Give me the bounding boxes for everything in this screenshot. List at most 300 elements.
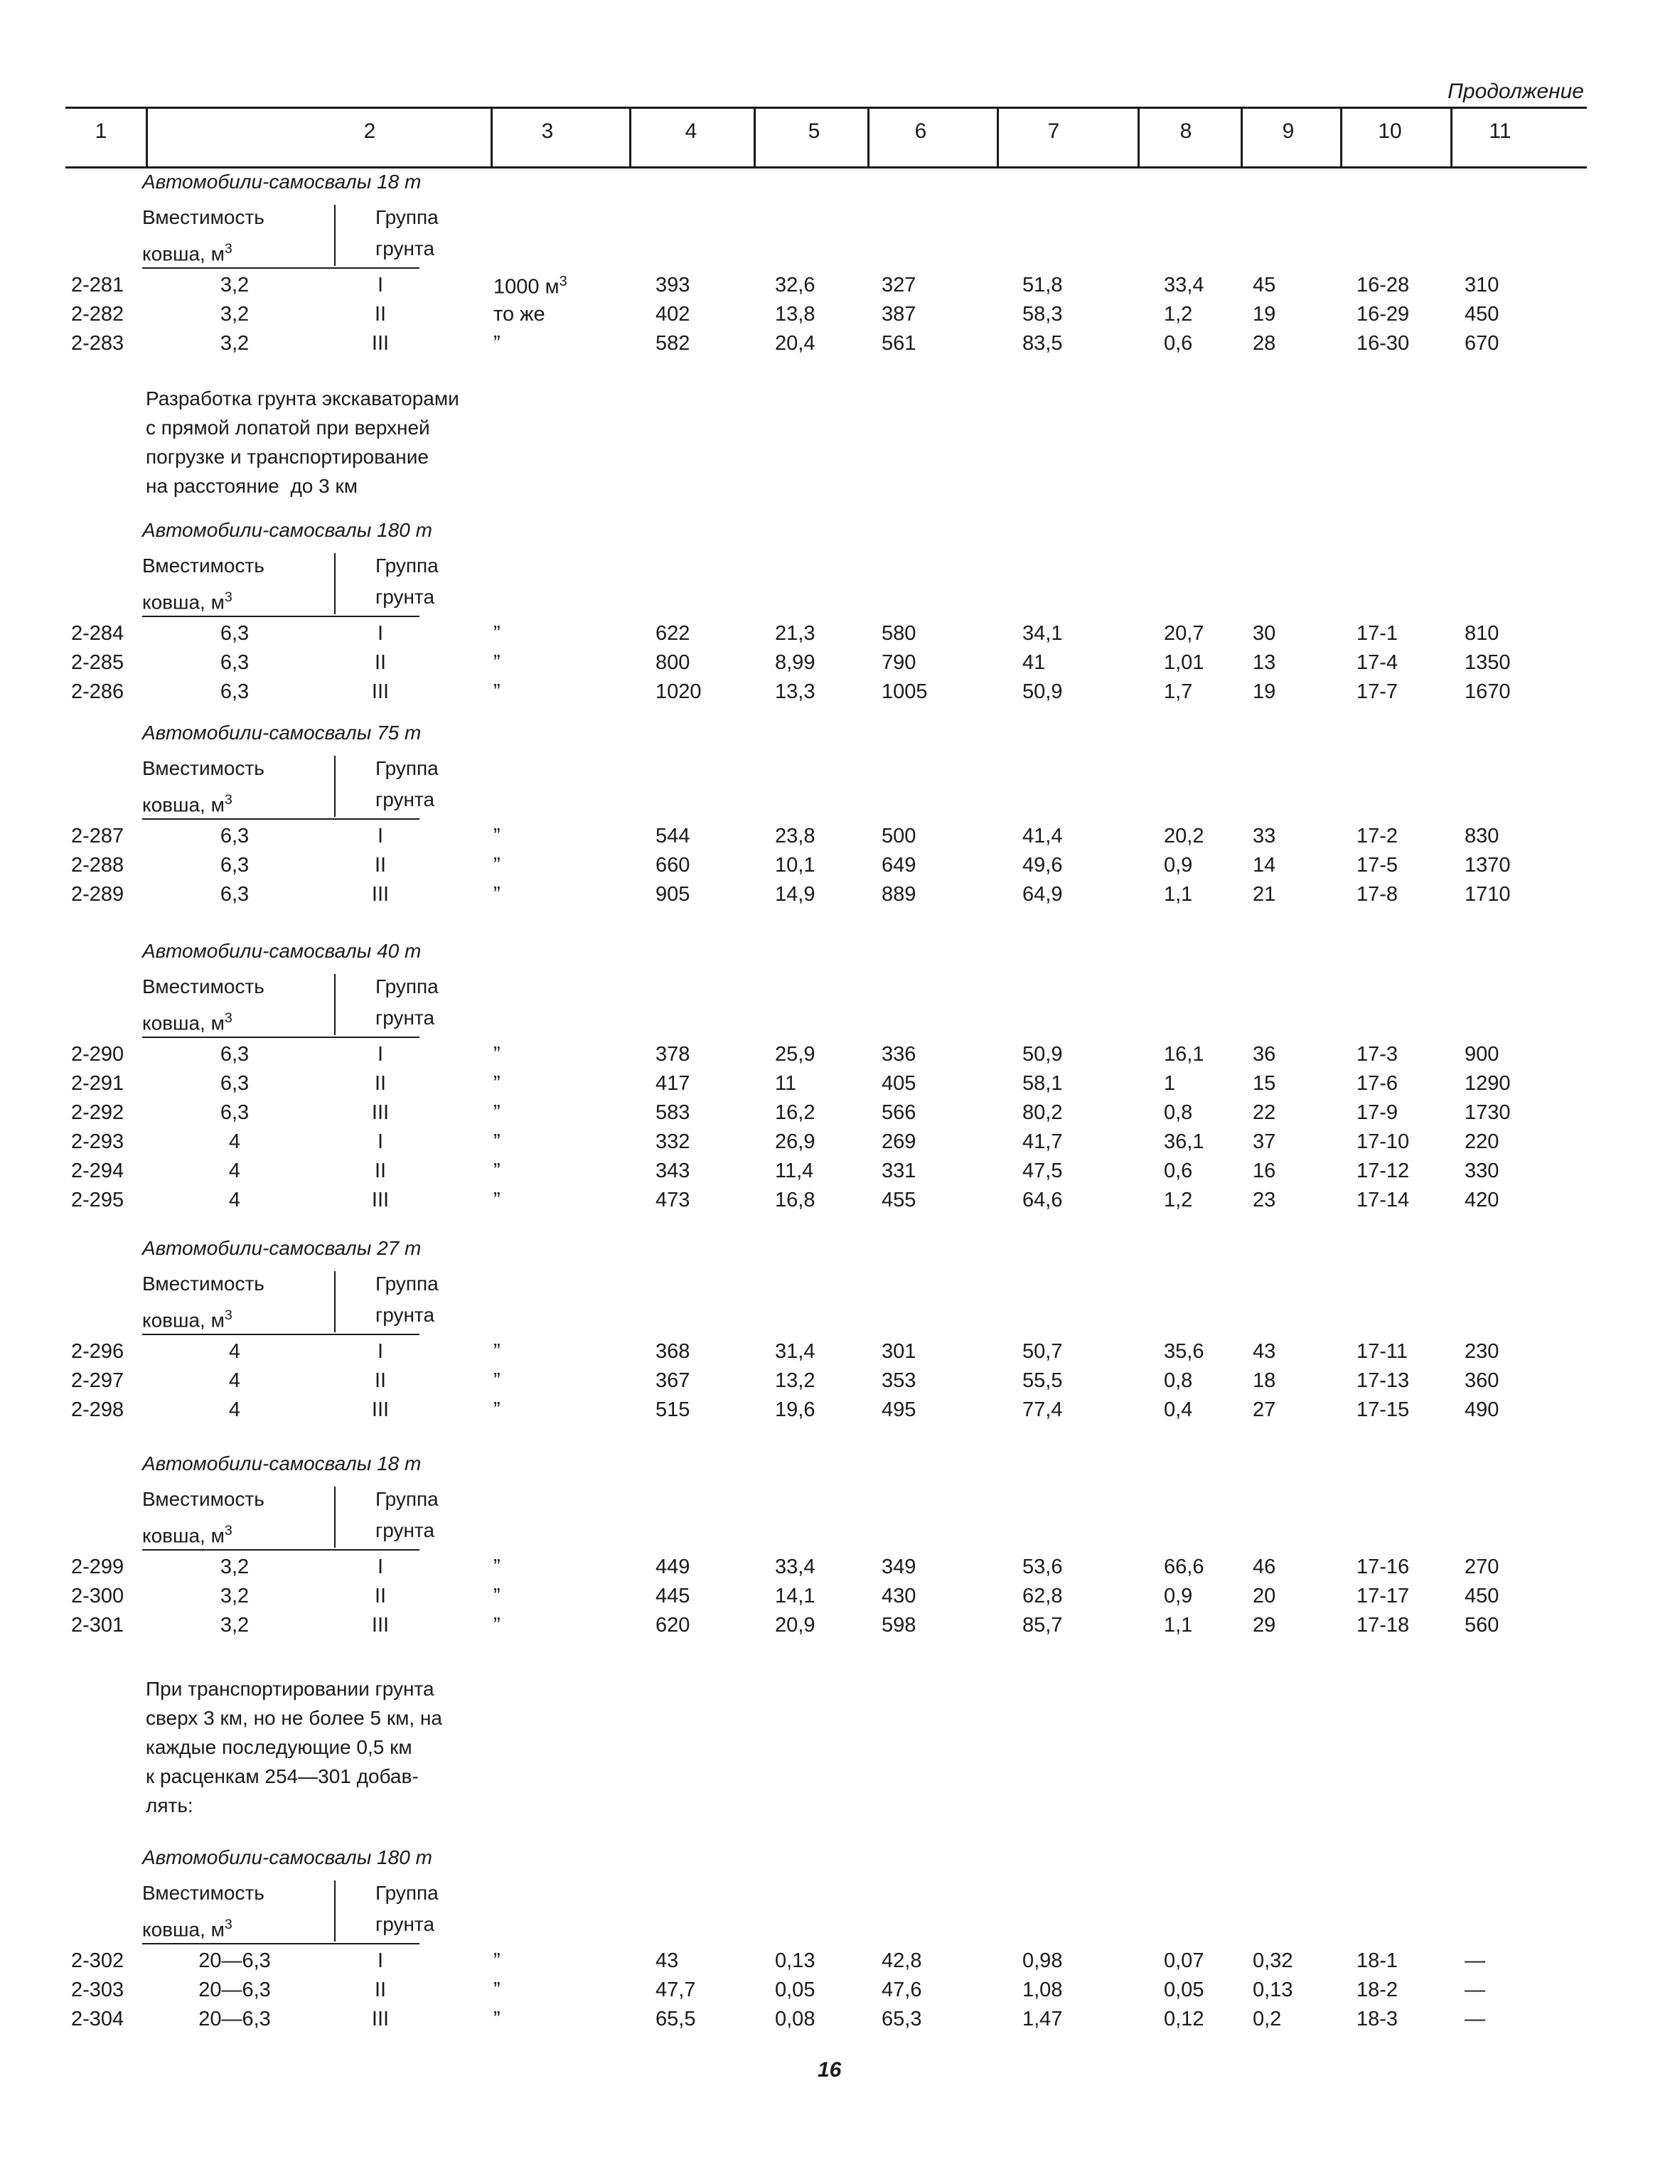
cell-c5: 19,6 <box>775 1398 815 1421</box>
header-divider <box>1450 107 1452 166</box>
table-row <box>0 1072 1680 1101</box>
cell-c5: 16,2 <box>775 1101 815 1124</box>
cell-c9: 23 <box>1253 1189 1276 1211</box>
cell-c4: 393 <box>656 274 690 296</box>
cell-c7: 41 <box>1022 651 1046 674</box>
cell-c7: 83,5 <box>1022 332 1063 355</box>
table-row <box>0 1369 1680 1398</box>
cell-c7: 47,5 <box>1022 1160 1063 1182</box>
cell-unit: ” <box>493 1101 501 1124</box>
cell-c11: 1730 <box>1465 1101 1511 1124</box>
cell-c6: 455 <box>882 1189 916 1211</box>
cell-code: 2-284 <box>71 622 124 645</box>
cell-c10: 18-3 <box>1357 2008 1398 2030</box>
cell-c9: 15 <box>1253 1072 1276 1095</box>
cell-code: 2-288 <box>71 854 124 877</box>
cell-c6: 331 <box>882 1160 916 1182</box>
cell-c9: 19 <box>1253 680 1276 703</box>
bucket-soil-subheader <box>142 550 498 619</box>
cell-c8: 0,9 <box>1164 854 1193 877</box>
cell-c6: 580 <box>882 622 916 645</box>
cell-c9: 14 <box>1253 854 1276 877</box>
bucket-capacity-label: Вместимость ковша, $м^3$ <box>142 1273 264 1332</box>
cell-unit: ” <box>493 1369 501 1392</box>
soil-group-label: Группа грунта <box>375 1273 439 1326</box>
cell-c5: 20,9 <box>775 1614 815 1637</box>
group-title: Автомобили-самосвалы 18 т <box>142 1452 422 1474</box>
cell-bucket: 6,3 <box>220 1043 250 1066</box>
cell-c6: 561 <box>882 332 916 355</box>
cell-soil: I <box>377 825 384 847</box>
cell-soil: II <box>374 1979 387 2001</box>
cell-c6: 65,3 <box>882 2008 922 2030</box>
header-divider <box>491 107 493 166</box>
cell-c6: 566 <box>882 1101 916 1124</box>
cell-c10: 18-1 <box>1357 1949 1398 1972</box>
header-divider <box>146 107 148 166</box>
cell-c9: 37 <box>1253 1130 1276 1153</box>
cell-c11: 1350 <box>1465 651 1511 674</box>
cell-c8: 0,4 <box>1164 1398 1193 1421</box>
subheader-underline <box>142 616 419 617</box>
cell-c5: 16,8 <box>775 1189 815 1211</box>
column-header-2: 2 <box>363 119 376 143</box>
continuation-label: Продолжение <box>1448 80 1584 103</box>
cell-c10: 17-13 <box>1357 1369 1410 1392</box>
cell-soil: I <box>377 1949 384 1972</box>
cell-bucket: 3,2 <box>220 1585 250 1607</box>
cell-bucket: 6,3 <box>220 622 250 645</box>
header-divider <box>997 107 999 166</box>
cell-code: 2-285 <box>71 651 124 674</box>
cell-soil: III <box>371 680 390 703</box>
cell-c5: 23,8 <box>775 825 815 847</box>
subheader-divider <box>334 756 336 817</box>
cell-c5: 14,1 <box>775 1585 815 1607</box>
header-divider <box>867 107 870 166</box>
cell-c4: 582 <box>656 332 690 355</box>
group-title: Автомобили-самосвалы 180 т <box>142 1846 432 1868</box>
bucket-soil-subheader <box>142 202 498 270</box>
cell-c8: 1 <box>1164 1072 1176 1095</box>
cell-c11: 1290 <box>1465 1072 1511 1095</box>
cell-code: 2-283 <box>71 332 124 355</box>
cell-c9: 43 <box>1253 1340 1276 1363</box>
cell-c10: 17-8 <box>1357 883 1398 906</box>
column-header-5: 5 <box>808 119 820 143</box>
soil-group-label: Группа грунта <box>375 1882 439 1935</box>
column-header-8: 8 <box>1179 119 1192 143</box>
cell-bucket: 6,3 <box>220 825 250 847</box>
table-row <box>0 825 1680 853</box>
cell-c4: 47,7 <box>656 1979 696 2001</box>
cell-c6: 1005 <box>882 680 928 703</box>
cell-unit: то же <box>493 303 545 326</box>
cell-soil: I <box>377 1556 384 1578</box>
cell-unit: ” <box>493 1585 501 1607</box>
cell-c4: 622 <box>656 622 690 645</box>
cell-soil: III <box>371 2008 390 2030</box>
cell-c9: 19 <box>1253 303 1276 326</box>
cell-unit: ” <box>493 622 501 645</box>
cell-unit: ” <box>493 825 501 847</box>
cell-c11: 310 <box>1465 274 1499 296</box>
cell-c7: 62,8 <box>1022 1585 1063 1607</box>
cell-c8: 0,12 <box>1164 2008 1204 2030</box>
cell-soil: III <box>371 1101 390 1124</box>
cell-c5: 21,3 <box>775 622 815 645</box>
table-row <box>0 2008 1680 2036</box>
cell-unit: ” <box>493 1556 501 1578</box>
cell-c8: 0,6 <box>1164 332 1193 355</box>
cell-c6: 500 <box>882 825 916 847</box>
cell-c10: 17-6 <box>1357 1072 1398 1095</box>
cell-c10: 17-1 <box>1357 622 1398 645</box>
cell-bucket: 4 <box>228 1369 241 1392</box>
subheader-underline <box>142 1943 419 1944</box>
cell-c8: 20,7 <box>1164 622 1204 645</box>
table-row <box>0 1160 1680 1188</box>
cell-c8: 0,8 <box>1164 1101 1193 1124</box>
cell-c6: 430 <box>882 1585 916 1607</box>
cell-soil: I <box>377 1340 384 1363</box>
bucket-capacity-label: Вместимость ковша, $м^3$ <box>142 1882 264 1941</box>
header-divider <box>1340 107 1342 166</box>
cell-bucket: 6,3 <box>220 1101 250 1124</box>
cell-c5: 14,9 <box>775 883 815 906</box>
cell-c4: 544 <box>656 825 690 847</box>
cell-c9: 29 <box>1253 1614 1276 1637</box>
cell-soil: I <box>377 274 384 296</box>
cell-c11: 490 <box>1465 1398 1499 1421</box>
group-title: Автомобили-самосвалы 18 т <box>142 171 422 193</box>
cell-unit: ” <box>493 680 501 703</box>
cell-soil: II <box>374 1072 387 1095</box>
table-row <box>0 1979 1680 2007</box>
cell-c7: 58,3 <box>1022 303 1063 326</box>
cell-code: 2-295 <box>71 1189 124 1211</box>
header-divider <box>1241 107 1243 166</box>
cell-code: 2-286 <box>71 680 124 703</box>
cell-c10: 16-30 <box>1357 332 1410 355</box>
cell-c5: 26,9 <box>775 1130 815 1153</box>
cell-c4: 583 <box>656 1101 690 1124</box>
cell-c10: 17-10 <box>1357 1130 1410 1153</box>
cell-c7: 50,7 <box>1022 1340 1063 1363</box>
table-row <box>0 1614 1680 1642</box>
cell-c11: 1370 <box>1465 854 1511 877</box>
cell-bucket: 20—6,3 <box>198 1979 271 2001</box>
soil-group-label: Группа грунта <box>375 757 439 810</box>
cell-c10: 17-9 <box>1357 1101 1398 1124</box>
cell-c4: 343 <box>656 1160 690 1182</box>
cell-c10: 16-29 <box>1357 303 1410 326</box>
cell-c4: 43 <box>656 1949 679 1972</box>
cell-unit: ” <box>493 332 501 355</box>
cell-c5: 13,2 <box>775 1369 815 1392</box>
group-title: Автомобили-самосвалы 27 т <box>142 1237 422 1259</box>
column-header-10: 10 <box>1378 119 1402 143</box>
cell-c6: 495 <box>882 1398 916 1421</box>
cell-soil: III <box>371 1189 390 1211</box>
group-title: Автомобили-самосвалы 180 т <box>142 519 432 541</box>
cell-c5: 20,4 <box>775 332 815 355</box>
cell-bucket: 4 <box>228 1130 241 1153</box>
cell-code: 2-299 <box>71 1556 124 1578</box>
cell-code: 2-290 <box>71 1043 124 1066</box>
cell-unit: ” <box>493 1130 501 1153</box>
cell-code: 2-303 <box>71 1979 124 2001</box>
cell-c8: 0,07 <box>1164 1949 1204 1972</box>
cell-c8: 0,6 <box>1164 1160 1193 1182</box>
cell-soil: I <box>377 1130 384 1153</box>
cell-c11: 270 <box>1465 1556 1499 1578</box>
cell-c9: 20 <box>1253 1585 1276 1607</box>
header-top-rule <box>65 107 1587 109</box>
column-header-1: 1 <box>95 119 107 143</box>
soil-group-label: Группа грунта <box>375 206 439 259</box>
table-row <box>0 1340 1680 1369</box>
cell-c8: 0,8 <box>1164 1369 1193 1392</box>
cell-code: 2-291 <box>71 1072 124 1095</box>
cell-c7: 34,1 <box>1022 622 1063 645</box>
table-row <box>0 1556 1680 1584</box>
cell-c6: 269 <box>882 1130 916 1153</box>
cell-c7: 55,5 <box>1022 1369 1063 1392</box>
cell-unit: ” <box>493 854 501 877</box>
cell-unit: ” <box>493 1614 501 1637</box>
cell-c11: — <box>1465 2008 1485 2030</box>
table-row <box>0 1043 1680 1071</box>
cell-c11: 1710 <box>1465 883 1511 906</box>
cell-c6: 889 <box>882 883 916 906</box>
column-header-3: 3 <box>541 119 554 143</box>
subheader-divider <box>334 205 336 266</box>
cell-unit: ” <box>493 651 501 674</box>
cell-c11: 220 <box>1465 1130 1499 1153</box>
cell-c9: 30 <box>1253 622 1276 645</box>
cell-c8: 1,2 <box>1164 1189 1193 1211</box>
cell-c10: 16-28 <box>1357 274 1410 296</box>
cell-c6: 301 <box>882 1340 916 1363</box>
cell-c5: 10,1 <box>775 854 815 877</box>
cell-c8: 1,01 <box>1164 651 1204 674</box>
cell-soil: II <box>374 1369 387 1392</box>
cell-c9: 0,32 <box>1253 1949 1293 1972</box>
group-title: Автомобили-самосвалы 75 т <box>142 722 422 744</box>
cell-c4: 417 <box>656 1072 690 1095</box>
cell-c10: 17-17 <box>1357 1585 1410 1607</box>
cell-c11: 1670 <box>1465 680 1511 703</box>
cell-c8: 1,1 <box>1164 1614 1193 1637</box>
cell-unit: ” <box>493 1072 501 1095</box>
table-row <box>0 1585 1680 1613</box>
cell-c8: 0,05 <box>1164 1979 1204 2001</box>
subheader-underline <box>142 267 419 269</box>
cell-code: 2-297 <box>71 1369 124 1392</box>
cell-c6: 405 <box>882 1072 916 1095</box>
cell-code: 2-289 <box>71 883 124 906</box>
subheader-divider <box>334 974 336 1035</box>
column-header-11: 11 <box>1489 119 1512 143</box>
cell-c5: 25,9 <box>775 1043 815 1066</box>
cell-c6: 387 <box>882 303 916 326</box>
cell-c8: 36,1 <box>1164 1130 1204 1153</box>
cell-c5: 31,4 <box>775 1340 815 1363</box>
bucket-soil-subheader <box>142 1878 498 1946</box>
cell-unit: 1000 $м^3$ <box>493 274 567 299</box>
cell-c6: 336 <box>882 1043 916 1066</box>
cell-c10: 17-14 <box>1357 1189 1410 1211</box>
table-row <box>0 622 1680 651</box>
cell-c6: 47,6 <box>882 1979 922 2001</box>
cell-c5: 33,4 <box>775 1556 815 1578</box>
cell-c4: 1020 <box>656 680 702 703</box>
cell-c5: 11,4 <box>775 1160 814 1182</box>
bucket-soil-subheader <box>142 1268 498 1337</box>
cell-soil: II <box>374 303 387 326</box>
cell-bucket: 20—6,3 <box>198 1949 271 1972</box>
cell-c10: 17-3 <box>1357 1043 1398 1066</box>
table-row <box>0 680 1680 709</box>
cell-c7: 64,9 <box>1022 883 1063 906</box>
cell-bucket: 6,3 <box>220 680 250 703</box>
cell-c11: — <box>1465 1979 1485 2001</box>
table-row <box>0 1949 1680 1978</box>
cell-c10: 17-16 <box>1357 1556 1410 1578</box>
cell-c8: 1,1 <box>1164 883 1193 906</box>
bucket-capacity-label: Вместимость ковша, $м^3$ <box>142 206 264 265</box>
bucket-soil-subheader <box>142 753 498 821</box>
cell-bucket: 3,2 <box>220 332 250 355</box>
cell-c4: 378 <box>656 1043 690 1066</box>
cell-code: 2-294 <box>71 1160 124 1182</box>
table-row <box>0 1189 1680 1217</box>
cell-c6: 349 <box>882 1556 916 1578</box>
cell-code: 2-298 <box>71 1398 124 1421</box>
cell-soil: I <box>377 1043 384 1066</box>
cell-c5: 32,6 <box>775 274 815 296</box>
cell-code: 2-293 <box>71 1130 124 1153</box>
cell-c7: 51,8 <box>1022 274 1063 296</box>
cell-c5: 0,05 <box>775 1979 815 2001</box>
cell-c10: 17-7 <box>1357 680 1398 703</box>
cell-c11: 360 <box>1465 1369 1499 1392</box>
cell-c4: 800 <box>656 651 690 674</box>
column-header-7: 7 <box>1047 119 1060 143</box>
cell-c7: 58,1 <box>1022 1072 1063 1095</box>
cell-c5: 0,13 <box>775 1949 815 1972</box>
header-divider <box>754 107 756 166</box>
cell-c10: 17-2 <box>1357 825 1398 847</box>
cell-c5: 0,08 <box>775 2008 815 2030</box>
cell-bucket: 3,2 <box>220 1556 250 1578</box>
cell-c11: 830 <box>1465 825 1499 847</box>
cell-unit: ” <box>493 1979 501 2001</box>
cell-unit: ” <box>493 1398 501 1421</box>
table-row <box>0 1101 1680 1130</box>
cell-soil: I <box>377 622 384 645</box>
cell-c7: 80,2 <box>1022 1101 1063 1124</box>
cell-bucket: 3,2 <box>220 1614 250 1637</box>
group-title: Автомобили-самосвалы 40 т <box>142 940 422 962</box>
cell-c6: 649 <box>882 854 916 877</box>
cell-c6: 327 <box>882 274 916 296</box>
cell-c9: 0,2 <box>1253 2008 1282 2030</box>
table-row <box>0 274 1680 302</box>
column-header-4: 4 <box>685 119 697 143</box>
header-bottom-rule <box>65 166 1587 168</box>
bucket-capacity-label: Вместимость ковша, $м^3$ <box>142 757 264 816</box>
cell-c7: 49,6 <box>1022 854 1063 877</box>
cell-c6: 790 <box>882 651 916 674</box>
cell-bucket: 4 <box>228 1398 241 1421</box>
table-row <box>0 883 1680 911</box>
cell-unit: ” <box>493 1160 501 1182</box>
column-header-9: 9 <box>1282 119 1295 143</box>
paragraph-p1: Разработка грунта экскаваторами с прямой лопатой при верхней погрузке и транспортирование на расстояние до 3 км <box>146 387 459 497</box>
cell-code: 2-301 <box>71 1614 124 1637</box>
table-row <box>0 1130 1680 1159</box>
cell-c9: 18 <box>1253 1369 1276 1392</box>
cell-code: 2-282 <box>71 303 124 326</box>
bucket-capacity-label: Вместимость ковша, $м^3$ <box>142 1488 264 1547</box>
subheader-divider <box>334 1880 336 1942</box>
cell-unit: ” <box>493 1949 501 1972</box>
bucket-capacity-label: Вместимость ковша, $м^3$ <box>142 975 264 1034</box>
bucket-soil-subheader <box>142 1484 498 1552</box>
cell-c5: 13,3 <box>775 680 815 703</box>
cell-c4: 473 <box>656 1189 690 1211</box>
cell-c7: 64,6 <box>1022 1189 1063 1211</box>
cell-bucket: 4 <box>228 1340 241 1363</box>
cell-soil: III <box>371 332 390 355</box>
cell-c9: 33 <box>1253 825 1276 847</box>
cell-code: 2-302 <box>71 1949 124 1972</box>
cell-bucket: 4 <box>228 1160 241 1182</box>
cell-c8: 16,1 <box>1164 1043 1204 1066</box>
paragraph-p2: При транспортировании грунта сверх 3 км, но не более 5 км, на каждые последующие 0,5 км к расценкам 254—301 добав- лять: <box>146 1678 442 1816</box>
cell-c4: 620 <box>656 1614 690 1637</box>
cell-c7: 85,7 <box>1022 1614 1063 1637</box>
cell-c9: 0,13 <box>1253 1979 1293 2001</box>
subheader-divider <box>334 1487 336 1548</box>
soil-group-label: Группа грунта <box>375 555 439 608</box>
cell-c11: 900 <box>1465 1043 1499 1066</box>
cell-c7: 41,4 <box>1022 825 1063 847</box>
bucket-capacity-label: Вместимость ковша, $м^3$ <box>142 555 264 614</box>
table-row <box>0 854 1680 882</box>
cell-c4: 515 <box>656 1398 690 1421</box>
cell-c10: 17-15 <box>1357 1398 1410 1421</box>
table-row <box>0 332 1680 360</box>
table-row <box>0 1398 1680 1427</box>
cell-c11: 810 <box>1465 622 1499 645</box>
cell-c4: 367 <box>656 1369 690 1392</box>
cell-c8: 35,6 <box>1164 1340 1204 1363</box>
soil-group-label: Группа грунта <box>375 1488 439 1541</box>
cell-c11: 230 <box>1465 1340 1499 1363</box>
subheader-underline <box>142 1334 419 1335</box>
cell-c9: 16 <box>1253 1160 1276 1182</box>
cell-c4: 445 <box>656 1585 690 1607</box>
cell-c10: 17-12 <box>1357 1160 1410 1182</box>
cell-c11: 450 <box>1465 303 1499 326</box>
cell-c10: 17-5 <box>1357 854 1398 877</box>
cell-c8: 1,2 <box>1164 303 1193 326</box>
cell-code: 2-296 <box>71 1340 124 1363</box>
cell-c10: 17-11 <box>1357 1340 1408 1363</box>
